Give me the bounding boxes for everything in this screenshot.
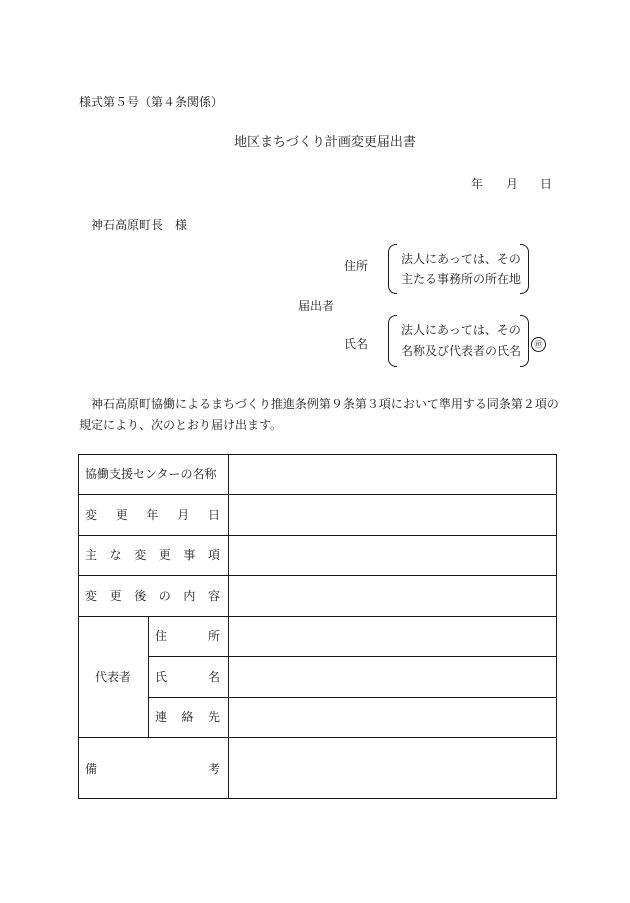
table-row-line (148, 656, 557, 657)
table-row-line (78, 535, 557, 536)
applicant-group-label: 届出者 (298, 299, 335, 313)
table-label-center-name: 協働支援センターの名称 (85, 467, 217, 481)
seal-mark: ㊞ (531, 337, 546, 352)
address-note-line-1: 法人にあっては、その (401, 252, 521, 266)
table-label-rep-contact: 連 絡 先 (155, 710, 220, 724)
table-label-rep-name: 氏 名 (155, 670, 220, 684)
table-row-line (78, 494, 557, 495)
table-label-changed-content: 変 更 後 の 内 容 (85, 589, 220, 603)
name-bracket-left (388, 315, 397, 367)
table-row-line (78, 575, 557, 576)
address-note-line-2: 主たる事務所の所在地 (401, 272, 522, 286)
form-table (78, 454, 557, 799)
address-bracket-right (520, 244, 529, 294)
body-text-line-2: 規定により、次のとおり届け出ます。 (79, 418, 283, 432)
table-label-representative: 代表者 (95, 670, 132, 684)
date-month: 月 (506, 177, 519, 191)
name-note-line-1: 法人にあっては、その (401, 323, 521, 337)
table-row-line (148, 697, 557, 698)
name-label: 氏名 (344, 337, 369, 351)
table-label-rep-address: 住 所 (155, 629, 220, 643)
table-label-remarks: 備 考 (85, 762, 220, 776)
table-row-line (78, 616, 557, 617)
name-bracket-right (520, 315, 529, 367)
date-day: 日 (540, 177, 553, 191)
address-label: 住所 (344, 259, 369, 273)
document-title: 地区まちづくり計画変更届出書 (234, 135, 416, 150)
addressee: 神石高原町長 様 (91, 218, 188, 232)
address-bracket-left (388, 244, 397, 294)
date-year: 年 (471, 177, 484, 191)
table-column-line (228, 454, 229, 799)
table-column-line (148, 616, 149, 737)
form-number: 様式第５号（第４条関係） (79, 95, 224, 109)
body-text-line-1: 神石高原町協働によるまちづくり推進条例第９条第３項において準用する同条第２項の (91, 397, 559, 411)
table-label-main-changes: 主 な 変 更 事 項 (85, 548, 220, 562)
table-row-line (78, 737, 557, 738)
name-note-line-2: 名称及び代表者の氏名 (401, 344, 522, 358)
table-label-change-date: 変 更 年 月 日 (85, 508, 220, 522)
